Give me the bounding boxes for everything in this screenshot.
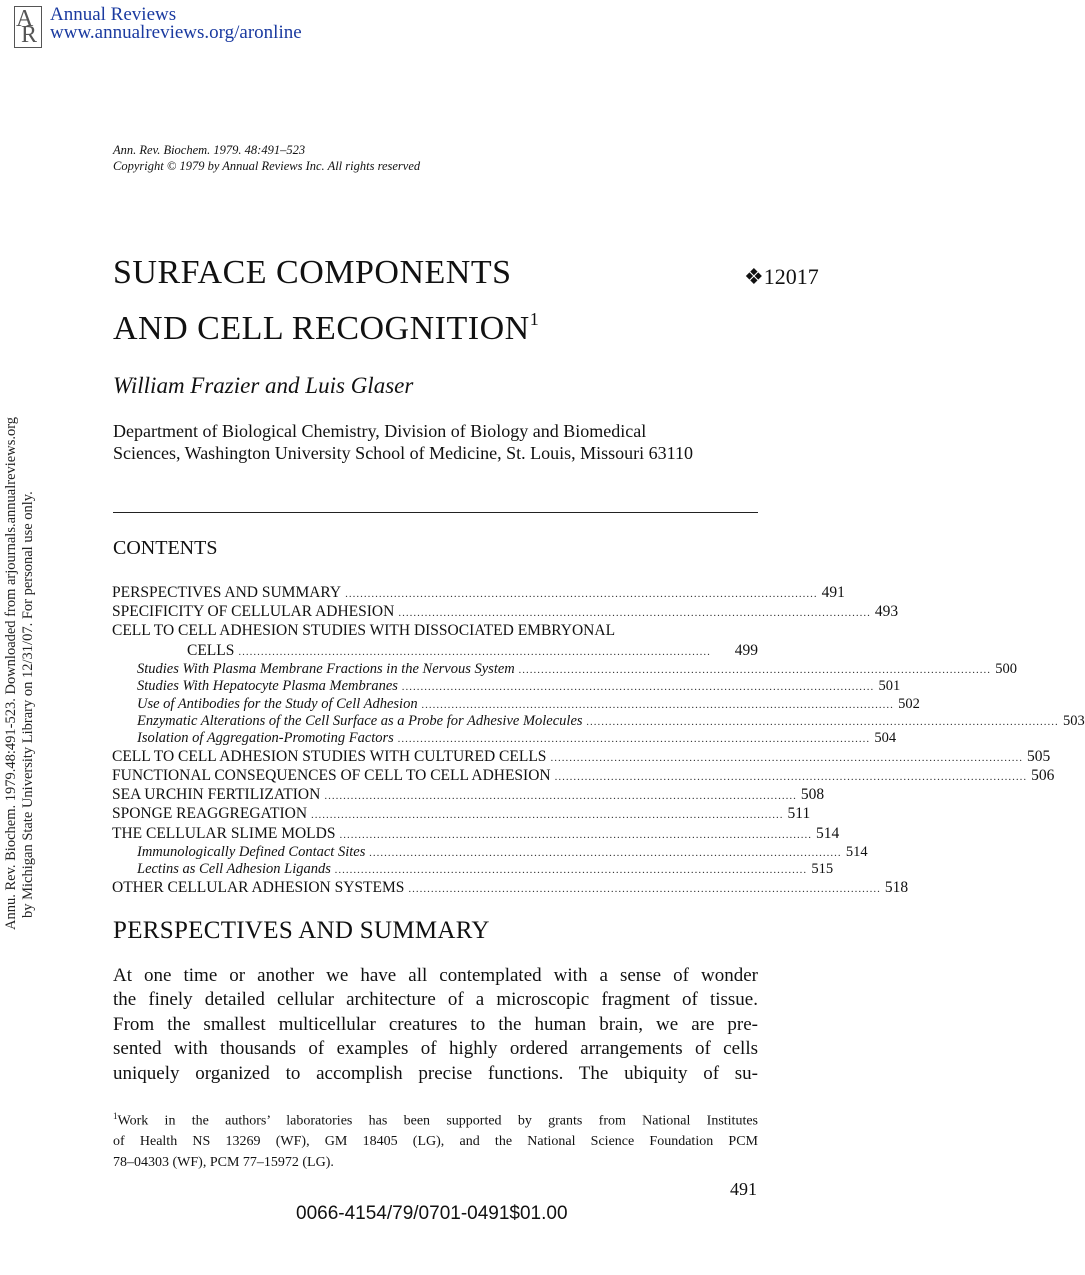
body-line: sented with thousands of examples of highly ordered arrangements of cells xyxy=(113,1038,758,1060)
article-title-text: AND CELL RECOGNITION xyxy=(113,310,530,347)
toc-leader-dots: .............................................................................................................................. xyxy=(586,716,1060,729)
body-paragraph xyxy=(113,964,758,1086)
toc-subentry[interactable] xyxy=(112,713,1085,730)
toc-subentry[interactable] xyxy=(112,678,901,695)
toc-entry-page: 505 xyxy=(1026,747,1051,765)
toc-entry[interactable] xyxy=(112,767,1055,786)
toc-subentry[interactable] xyxy=(112,695,920,713)
toc-subentry[interactable] xyxy=(112,843,868,861)
toc-leader-dots: .............................................................................................................................. xyxy=(408,882,881,895)
toc-entry-title: Use of Antibodies for the Study of Cell Adhesion xyxy=(137,695,418,712)
download-notice-line-2: by Michigan State University Library on 12/31/07. For personal use only. xyxy=(20,491,36,918)
footnote-marker: 1 xyxy=(113,1111,118,1121)
toc-entry-page: 514 xyxy=(815,824,840,842)
body-line: uniquely organized to accomplish precise functions. The ubiquity of su- xyxy=(113,1062,758,1084)
toc-entry-page: 501 xyxy=(878,678,901,695)
section-heading: PERSPECTIVES AND SUMMARY xyxy=(113,917,490,944)
citation-line: Ann. Rev. Biochem. 1979. 48:491–523 xyxy=(113,143,306,157)
toc-entry-page: 499 xyxy=(734,641,758,659)
toc-entry-page: 514 xyxy=(845,843,868,860)
toc-leader-dots: .............................................................................................................................. xyxy=(339,828,812,841)
toc-leader-dots: .............................................................................................................................. xyxy=(518,663,992,676)
footnote-line-1 xyxy=(113,1106,758,1132)
toc-entry-title: SPONGE REAGGREGATION xyxy=(112,805,308,823)
article-title-line-2 xyxy=(113,299,539,349)
toc-entry-page: 506 xyxy=(1031,767,1055,785)
toc-leader-dots: .............................................................................................................................. xyxy=(238,645,711,658)
contents-heading: CONTENTS xyxy=(113,537,218,559)
toc-leader-dots: .............................................................................................................................. xyxy=(345,588,818,600)
toc-entry-title: OTHER CELLULAR ADHESION SYSTEMS xyxy=(112,878,405,896)
section-divider xyxy=(113,512,758,513)
toc-entry-title: Isolation of Aggregation-Promoting Factors xyxy=(137,730,394,747)
download-notice xyxy=(3,330,37,930)
toc-entry-title: PERSPECTIVES AND SUMMARY xyxy=(112,584,342,601)
toc-entry-title: Studies With Hepatocyte Plasma Membranes xyxy=(137,678,398,695)
page-number: 491 xyxy=(730,1179,757,1199)
toc-leader-dots: .............................................................................................................................. xyxy=(397,733,871,746)
toc-entry-title: Enzymatic Alterations of the Cell Surface as a Probe for Adhesive Molecules xyxy=(137,713,583,730)
toc-leader-dots: .............................................................................................................................. xyxy=(324,790,797,803)
toc-entry-title: CELL TO CELL ADHESION STUDIES WITH CULTURED CELLS xyxy=(112,747,547,765)
journal-citation xyxy=(113,142,420,174)
affiliation-line-1: Department of Biological Chemistry, Division of Biology and Biomedical xyxy=(113,421,647,441)
body-line: From the smallest multicellular creatures to the human brain, we are pre- xyxy=(113,1013,758,1035)
toc-leader-dots: .............................................................................................................................. xyxy=(554,771,1028,784)
author-affiliation xyxy=(113,420,763,464)
toc-entry-title: Immunologically Defined Contact Sites xyxy=(137,843,366,860)
toc-entry[interactable] xyxy=(112,603,899,622)
footnote-text: Work in the authors’ laboratories has been supported by grants from National Institutes xyxy=(117,1113,758,1129)
article-id: ❖12017 xyxy=(744,264,819,289)
logo-letter-r: R xyxy=(21,22,38,48)
copyright-line: Copyright © 1979 by Annual Reviews Inc. All rights reserved xyxy=(113,159,421,173)
article-title-line-1: SURFACE COMPONENTS xyxy=(113,254,512,291)
toc-leader-dots: .............................................................................................................................. xyxy=(401,681,875,694)
toc-leader-dots: .............................................................................................................................. xyxy=(550,751,1023,764)
affiliation-line-2: Sciences, Washington University School of Medicine, St. Louis, Missouri 63110 xyxy=(113,443,694,463)
toc-entry-page: 515 xyxy=(811,861,834,878)
logo-letter-a: A xyxy=(16,6,34,32)
download-notice-line-1: Annu. Rev. Biochem. 1979.48:491-523. Downloaded from arjournals.annualreviews.org xyxy=(3,416,19,930)
toc-entry-title: Lectins as Cell Adhesion Ligands xyxy=(137,861,331,878)
table-of-contents xyxy=(112,584,1085,898)
toc-entry-page: 491 xyxy=(821,584,845,601)
toc-leader-dots: .............................................................................................................................. xyxy=(369,846,842,859)
footnote-line-3: 78–04303 (WF), PCM 77–15972 (LG). xyxy=(113,1154,334,1170)
toc-entry-title: SPECIFICITY OF CELLULAR ADHESION xyxy=(112,603,395,621)
annual-reviews-logo xyxy=(14,6,42,48)
publisher-url-link[interactable]: www.annualreviews.org/aronline xyxy=(50,22,302,43)
toc-subentry[interactable] xyxy=(112,660,1018,678)
toc-leader-dots: .............................................................................................................................. xyxy=(334,864,808,877)
toc-entry-title: Studies With Plasma Membrane Fractions in the Nervous System xyxy=(137,660,515,677)
toc-entry-title: CELL TO CELL ADHESION STUDIES WITH DISSOCIATED EMBRYONAL xyxy=(112,622,616,640)
toc-subentry[interactable] xyxy=(112,730,897,747)
toc-entry-title: CELLS xyxy=(187,641,235,659)
toc-entry-page: 504 xyxy=(874,730,897,747)
toc-entry[interactable] xyxy=(112,747,1051,767)
footnote xyxy=(113,1106,758,1173)
toc-entry-page: 511 xyxy=(787,805,811,823)
toc-entry-title: THE CELLULAR SLIME MOLDS xyxy=(112,824,336,842)
footnote-line-2: of Health NS 13269 (WF), GM 18405 (LG), and the National Science Foundation PCM xyxy=(113,1134,758,1150)
toc-entry[interactable] xyxy=(112,786,825,805)
toc-entry-page: 518 xyxy=(884,878,909,896)
publisher-name-link[interactable]: Annual Reviews xyxy=(50,4,177,25)
toc-entry[interactable] xyxy=(112,622,758,641)
toc-entry-page: 503 xyxy=(1063,713,1085,730)
toc-entry-page: 500 xyxy=(995,660,1018,677)
toc-entry-page: 493 xyxy=(874,603,899,621)
toc-entry-title: SEA URCHIN FERTILIZATION xyxy=(112,786,321,804)
title-footnote-marker: 1 xyxy=(529,309,540,329)
toc-entry[interactable] xyxy=(112,584,845,603)
toc-leader-dots: .............................................................................................................................. xyxy=(398,607,871,620)
author-names: William Frazier and Luis Glaser xyxy=(113,373,414,398)
toc-entry[interactable] xyxy=(112,824,840,844)
body-line: At one time or another we have all contemplated with a sense of wonder xyxy=(113,965,758,986)
body-line: the finely detailed cellular architecture of a microscopic fragment of tissue. xyxy=(113,989,758,1011)
toc-leader-dots: .............................................................................................................................. xyxy=(421,698,895,711)
toc-entry[interactable] xyxy=(112,642,758,661)
toc-leader-dots: .............................................................................................................................. xyxy=(311,809,784,822)
toc-entry[interactable] xyxy=(112,805,811,824)
toc-entry-page: 502 xyxy=(898,695,920,712)
toc-subentry[interactable] xyxy=(112,861,834,878)
toc-entry-title: FUNCTIONAL CONSEQUENCES OF CELL TO CELL ADHESION xyxy=(112,767,551,785)
toc-entry-page: 508 xyxy=(800,786,825,804)
price-code: 0066-4154/79/0701-0491$01.00 xyxy=(296,1203,568,1224)
toc-entry[interactable] xyxy=(112,878,909,898)
